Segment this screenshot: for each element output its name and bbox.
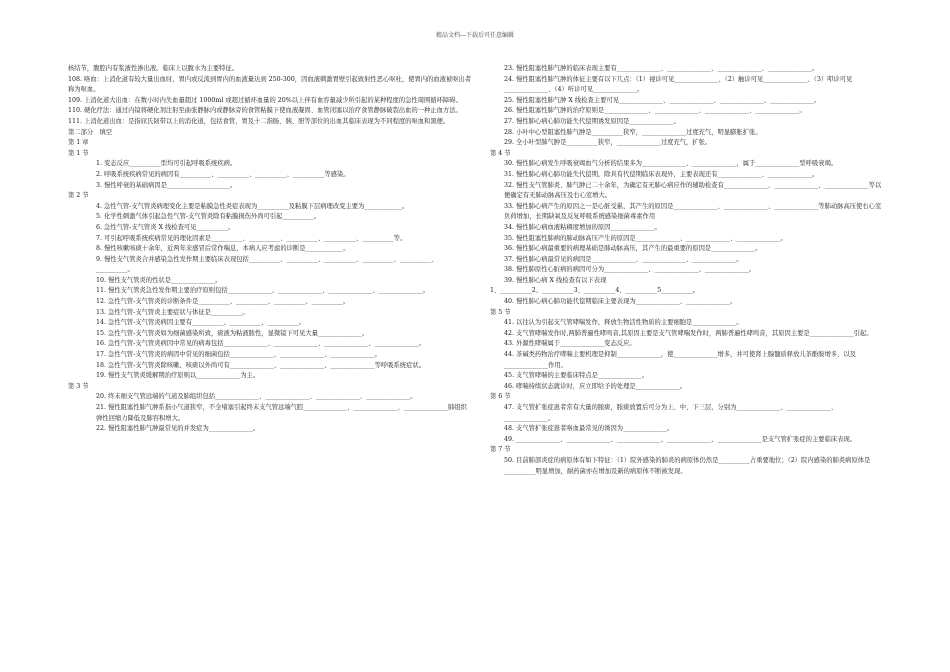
left-column — [68, 64, 473, 435]
right-text-line: 29. 全小叶型肺气肿是__________狭窄，______________过度充气，扩张。 — [504, 139, 712, 147]
left-text-line: 19. 慢性支气管炎缓解期治疗原则以______________为主。 — [96, 372, 260, 380]
right-text-line: 46. 哮喘持续状态就诊时，应立即给予的处理是______________。 — [504, 382, 687, 390]
left-text-line: 2. 呼吸系统疾病常见的病因有__________、__________、__________、__________等感染。 — [96, 170, 350, 178]
left-text-line: 8. 慢性咳嗽咳痰十余年，近两年来感冒后常作喘息，本病人应考虑的诊断是____________。 — [96, 245, 350, 253]
left-text-line: 6. 急性气管-支气管炎 X 线检查可见__________。 — [96, 223, 235, 231]
left-text-line: 16. 急性气管-支气管炎病因中常见的病毒包括______________、______________、______________、______________。 — [96, 340, 425, 348]
left-text-line: 9. 慢性支气管炎合并感染急性发作期主要临床表现包括__________、__________、__________、__________、__________、__________。 — [96, 255, 438, 274]
right-text-line: 第 5 节 — [490, 308, 511, 316]
right-text-line: 第 6 节 — [490, 393, 511, 401]
left-text-line: 第 2 节 — [68, 192, 89, 200]
left-text-line: 15. 急性气管-支气管炎如为细菌感染所致，痰液为粘液脓性，显微镜下可见大量______________。 — [96, 329, 369, 337]
left-text-line: 110. 硬化疗法：通过内镜将硬化剂注射至曲张静脉内或静脉旁的食管粘膜下使血液凝固、血管闭塞以治疗食管静脉破裂出血的一种止血方法。 — [68, 107, 462, 115]
left-text-line: 21. 慢性阻塞性肺气肿系指小气道狭窄，不全堵塞引起终末支气管远端气腔______________、______________、______________肺组织弹性回缩力降低及肺容积增大。 — [96, 404, 467, 422]
right-text-line: 45. 支气管哮喘的主要临床特点是______________。 — [504, 372, 649, 380]
left-text-line: 第二部分 填空 — [68, 128, 113, 136]
left-text-line: 18. 急性气管-支气管炎除咳嗽、咳痰以外尚可有______________、______________、______________等呼吸系统症状。 — [96, 361, 425, 369]
right-text-line: 35. 慢性阻塞性肺病的肺动脉高压产生的原因是______________、______________、______________。 — [504, 234, 787, 242]
left-text-line: 11. 慢性支气管炎急性发作期主要治疗原则包括______________、______________、______________、______________。 — [96, 287, 430, 295]
right-text-line: 38. 慢性肺原性心脏病的病因可分为______________、______________、______________。 — [504, 266, 756, 274]
right-text-line: 26. 慢性阻塞性肺气肿的治疗原则是______________、______________、______________、______________。 — [504, 107, 806, 115]
right-text-line: 48. 支气管扩张症患者咯血最常见的诱因为______________。 — [504, 425, 674, 433]
right-text-line: 50. 目前肺部炎症的病原体有如下特征：（1）院外感染的肺炎的病原体仍然是__________占重要地位；（2）院内感染的肺炎病原体是__________明显增加，耐药菌亦在增加及新的病原体不断被发现。 — [504, 456, 871, 475]
right-text-line: 36. 慢性肺心病最重要的病理基础是肺动脉高压，其产生的最重要的原因是______________。 — [504, 245, 762, 253]
right-text-line: 37. 慢性肺心病最常见的病因是______________、______________、______________。 — [504, 255, 743, 263]
right-text-line: 42. 支气管哮喘发作时,两肺普遍性哮鸣音,其原因主要是支气管哮喘发作时，两肺普遍性哮鸣音，其原因主要是______________引起。 — [504, 329, 873, 337]
left-text-line: 12. 急性气管-支气管炎的诊断条件是__________、__________、__________、__________。 — [96, 298, 350, 306]
left-text-line: 10. 慢性支气管炎的性状是______________。 — [96, 276, 222, 284]
right-text-line: 32. 慢性支气管肺炎、肺气肿已二十余年，为确定有无肺心病应作的辅助检查有______________、______________、______________等以便确定有无肺动脉高压及右心室增大。 — [504, 181, 882, 200]
right-text-line: 40. 慢性肺心病心肺功能代偿期临床主要表现为______________、______________。 — [504, 298, 737, 306]
left-text-line: 第 1 章 — [68, 139, 89, 147]
left-text-line: 4. 急性气管-支气管炎病理变化主要是粘膜急性炎症表现为__________及粘膜下层病理改变主要为____________。 — [96, 202, 409, 210]
right-column — [490, 64, 885, 477]
right-text-line: 27. 慢性肺心病心肺功能失代偿期诱发原因是______________。 — [504, 117, 680, 125]
right-text-line: 49. ______________、______________、______________、______________、______________是支气管扩张症的主要临床表现。 — [504, 435, 857, 443]
right-text-line: 34. 慢性肺心病血液粘稠度增加的原因______________。 — [504, 223, 661, 231]
left-text-line: 13. 急性气管-支气管炎主要症状与体征是__________。 — [96, 308, 249, 316]
right-text-line: 1、__________2、__________3、__________4、__________5__________。 — [490, 287, 699, 295]
left-text-line: 3. 慢性呼衰的基础病因是____________________。 — [96, 181, 237, 189]
right-text-line: 第 7 节 — [490, 446, 511, 454]
left-text-line: 108. 咯血：上消化道有较大量出血时，胃内或反流到胃内的血液量达到 250-300，因血液刺激胃壁引起致射性恶心呕吐，使胃内的血液被呕出者称为呕血。 — [68, 75, 472, 94]
left-text-line: 第 3 节 — [68, 382, 89, 390]
left-text-line: 1. 变态反应__________型均可引起呼吸系统疾病。 — [96, 160, 237, 168]
right-text-line: 28. 小叶中心型阻塞性肺气肿是__________狭窄，______________过度充气，明显膨胀扩张。 — [504, 128, 762, 136]
right-text-line: 23. 慢性阻塞性肺气肿的临床表现主要有______________、______________、______________、______________。 — [504, 65, 819, 72]
left-text-line: 7. 可引起呼吸系统疾病常见的理化因素是__________、__________、__________、__________、__________等。 — [96, 234, 407, 242]
left-text-line: 17. 急性气管-支气管炎的病因中常见的细菌包括______________、______________、______________。 — [96, 351, 381, 359]
left-text-line: 5. 化学性刺激气体引起急性气管-支气管炎除有粘膜损伤外尚可引起__________。 — [96, 213, 321, 221]
right-text-line: 47. 支气管扩张症患者常有大量的脓痰，脓痰放置后可分为上、中、下三层，分别为______________、______________、______________。 — [504, 404, 838, 422]
left-text-line: 14. 急性气管-支气管炎病因主要有__________、__________、__________。 — [96, 319, 306, 327]
left-text-line: 111. 上消化道出血：是指屈氏韧带以上的消化道，包括食管、胃及十二指肠、胰、胆等部位的出血其临床表现为不同程度的呕血和黑便。 — [68, 117, 450, 125]
right-text-line: 33. 慢性肺心病产生的原因之一是心脏受累，其产生的原因是______________、______________、______________等肺动脉高压使右心室负荷增加，长期缺氧及反复呼吸系统感染细菌毒素作用 — [504, 202, 882, 221]
right-text-line: 43. 外源性哮喘属于______________变态反应。 — [504, 340, 636, 348]
left-text-line: 20. 终末细支气管远端的气道及肺组织包括______________、______________、______________、______________。 — [96, 393, 417, 401]
right-text-line: 41. 以往认为引起支气管哮喘发作，释放生物活性物质的主要细胞是______________。 — [504, 319, 743, 327]
left-text-line: 核结节，腹腔内有浆液性渗出液。临床上以腹水为主要特征。 — [68, 65, 239, 72]
right-text-line: 39. 慢性肺心病 X 线检查有以下表现 — [504, 276, 607, 284]
right-text-line: 31. 慢性肺心病心肺功能失代偿期，除具有代偿期临床表现外，主要表现还有______________、______________。 — [504, 170, 819, 178]
left-text-line: 109. 上消化道大出血：在数小时内失血量超过 1000ml 或超过循环血量的 20%以上伴有血容量减少所引起的某种程度的急性周围循环障碍。 — [68, 96, 462, 104]
left-text-line: 第 1 节 — [68, 149, 89, 157]
right-text-line: 25. 慢性阻塞性肺气肿 X 线检查主要可见______________、______________、______________、______________。 — [504, 96, 821, 104]
right-text-line: 44. 茶碱类药物治疗哮喘主要机理是抑制______________，使______________增多，并可使肾上腺髓质释放儿茶酚胺增多，以及______________作用。 — [504, 351, 857, 369]
right-text-line: 24. 慢性阻塞性肺气肿的体征主要有以下几点：（1）视诊可见______________、（2）触诊可见______________、（3）叩诊可见______________、（4）听诊可见______________。 — [504, 75, 853, 94]
right-text-line: 30. 慢性肺心病发生呼吸衰竭血气分析的结果多为______________、______________，属于______________型呼吸衰竭。 — [504, 160, 838, 168]
right-text-line: 第 4 节 — [490, 149, 511, 157]
page-header: 精品文档---下载后可任意编辑 — [435, 32, 515, 39]
left-text-line: 22. 慢性阻塞性肺气肿最常见的并发症为______________。 — [96, 425, 260, 433]
